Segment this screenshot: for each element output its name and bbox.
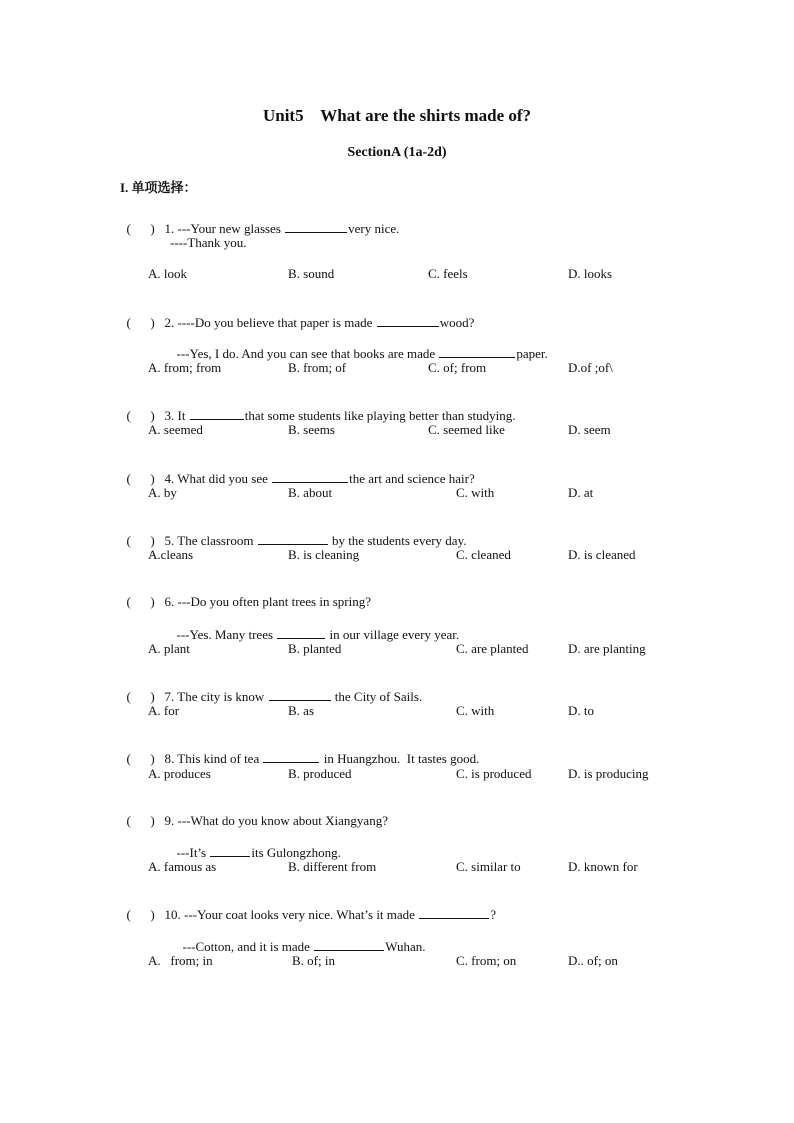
answer-blank[interactable] bbox=[263, 750, 319, 763]
answer-paren[interactable]: ( ) bbox=[126, 813, 155, 828]
question-1 bbox=[120, 204, 399, 237]
answer-paren[interactable]: ( ) bbox=[126, 221, 155, 236]
question-4 bbox=[120, 454, 475, 487]
question-stem-end: ? bbox=[490, 907, 496, 922]
question-8 bbox=[120, 734, 479, 767]
option-d[interactable]: D. seem bbox=[568, 422, 611, 437]
option-a[interactable]: A. seemed bbox=[148, 422, 203, 437]
option-d[interactable]: D. to bbox=[568, 703, 594, 718]
answer-paren[interactable]: ( ) bbox=[126, 907, 155, 922]
option-d[interactable]: D. is producing bbox=[568, 766, 649, 781]
option-a[interactable]: A.cleans bbox=[148, 547, 194, 562]
reply-text: ---Yes, I do. And you can see that books are made bbox=[176, 346, 439, 361]
option-c[interactable]: C. cleaned bbox=[456, 547, 511, 562]
option-d[interactable]: D. is cleaned bbox=[568, 547, 636, 562]
question-stem: 3. It bbox=[164, 408, 189, 423]
question-5 bbox=[120, 516, 466, 549]
question-1-reply: ----Thank you. bbox=[170, 235, 247, 250]
answer-blank[interactable] bbox=[190, 407, 244, 420]
option-a[interactable]: A. famous as bbox=[148, 859, 217, 874]
option-a[interactable]: A. for bbox=[148, 703, 180, 718]
option-c[interactable]: C. are planted bbox=[456, 641, 529, 656]
question-stem-end: the art and science hair? bbox=[349, 471, 475, 486]
answer-blank[interactable] bbox=[377, 314, 439, 327]
page-title: Unit5 What are the shirts made of? bbox=[262, 106, 532, 125]
answer-paren[interactable]: ( ) bbox=[126, 471, 155, 486]
answer-paren[interactable]: ( ) bbox=[126, 751, 155, 766]
option-a[interactable]: A. plant bbox=[148, 641, 190, 656]
question-stem-end: wood? bbox=[439, 315, 475, 330]
question-stem: 7. The city is know bbox=[164, 689, 268, 704]
reply-text: ---Cotton, and it is made bbox=[182, 939, 314, 954]
answer-blank[interactable] bbox=[210, 844, 250, 857]
option-b[interactable]: B. is cleaning bbox=[288, 547, 360, 562]
option-b[interactable]: B. produced bbox=[288, 766, 352, 781]
option-b[interactable]: B. different from bbox=[288, 859, 377, 874]
answer-blank[interactable] bbox=[269, 688, 331, 701]
answer-blank[interactable] bbox=[272, 470, 348, 483]
option-a[interactable]: A. by bbox=[148, 485, 177, 500]
question-stem: 9. ---What do you know about Xiangyang? bbox=[164, 813, 388, 828]
answer-paren[interactable]: ( ) bbox=[126, 315, 155, 330]
question-stem: 8. This kind of tea bbox=[164, 751, 263, 766]
question-10-reply bbox=[176, 922, 425, 955]
option-d[interactable]: D. looks bbox=[568, 266, 613, 281]
reply-text-end: in our village every year. bbox=[326, 627, 460, 642]
answer-paren[interactable]: ( ) bbox=[126, 689, 155, 704]
question-10 bbox=[120, 890, 496, 923]
option-b[interactable]: B. planted bbox=[288, 641, 342, 656]
reply-text: ---It’s bbox=[176, 845, 210, 860]
question-stem-end: by the students every day. bbox=[328, 533, 467, 548]
answer-blank[interactable] bbox=[314, 938, 384, 951]
option-b[interactable]: B. sound bbox=[288, 266, 335, 281]
question-6 bbox=[120, 578, 371, 610]
question-stem: 4. What did you see bbox=[164, 471, 272, 486]
page-subtitle: SectionA (1a-2d) bbox=[347, 145, 447, 160]
question-2 bbox=[120, 298, 474, 331]
reply-text-end: its Gulongzhong. bbox=[251, 845, 341, 860]
question-stem-end: that some students like playing better than studying. bbox=[244, 408, 516, 423]
question-2-reply bbox=[170, 329, 548, 362]
answer-blank[interactable] bbox=[258, 532, 328, 545]
answer-blank[interactable] bbox=[285, 220, 347, 233]
question-stem: 10. ---Your coat looks very nice. What’s it made bbox=[164, 907, 419, 922]
section-heading: I. 单项选择： bbox=[120, 180, 197, 195]
question-3 bbox=[120, 391, 516, 424]
option-d[interactable]: D. known for bbox=[568, 859, 638, 874]
option-c[interactable]: C. of; from bbox=[428, 360, 487, 375]
reply-text: ---Yes. Many trees bbox=[176, 627, 277, 642]
question-7 bbox=[120, 672, 422, 705]
option-a[interactable]: A. from; in bbox=[148, 953, 213, 968]
option-a[interactable]: A. look bbox=[148, 266, 187, 281]
question-stem: 1. ---Your new glasses bbox=[164, 221, 285, 236]
question-9 bbox=[120, 797, 388, 829]
reply-text-end: Wuhan. bbox=[385, 939, 426, 954]
reply-text-end: paper. bbox=[516, 346, 548, 361]
option-d[interactable]: D.. of; on bbox=[568, 953, 618, 968]
question-stem-end: in Huangzhou. It tastes good. bbox=[320, 751, 480, 766]
option-a[interactable]: A. produces bbox=[148, 766, 211, 781]
question-9-reply bbox=[170, 828, 341, 861]
option-d[interactable]: D.of ;of\ bbox=[568, 360, 613, 375]
question-stem-end: the City of Sails. bbox=[331, 689, 423, 704]
question-stem-end: very nice. bbox=[348, 221, 400, 236]
option-c[interactable]: C. with bbox=[456, 485, 495, 500]
answer-blank[interactable] bbox=[277, 626, 325, 639]
question-stem: 2. ----Do you believe that paper is made bbox=[164, 315, 376, 330]
answer-paren[interactable]: ( ) bbox=[126, 533, 155, 548]
option-b[interactable]: B. about bbox=[288, 485, 333, 500]
option-b[interactable]: B. seems bbox=[288, 422, 335, 437]
option-c[interactable]: C. similar to bbox=[456, 859, 521, 874]
option-c[interactable]: C. seemed like bbox=[428, 422, 505, 437]
option-c[interactable]: C. is produced bbox=[456, 766, 532, 781]
answer-paren[interactable]: ( ) bbox=[126, 594, 155, 609]
option-b[interactable]: B. as bbox=[288, 703, 314, 718]
option-c[interactable]: C. with bbox=[456, 703, 495, 718]
question-stem: 6. ---Do you often plant trees in spring? bbox=[164, 594, 372, 609]
option-a[interactable]: A. from; from bbox=[148, 360, 222, 375]
option-c[interactable]: C. feels bbox=[428, 266, 468, 281]
option-c[interactable]: C. from; on bbox=[456, 953, 517, 968]
option-d[interactable]: D. are planting bbox=[568, 641, 646, 656]
answer-blank[interactable] bbox=[419, 906, 489, 919]
option-d[interactable]: D. at bbox=[568, 485, 594, 500]
answer-paren[interactable]: ( ) bbox=[126, 408, 155, 423]
option-b[interactable]: B. of; in bbox=[292, 953, 335, 968]
option-b[interactable]: B. from; of bbox=[288, 360, 347, 375]
question-stem: 5. The classroom bbox=[164, 533, 257, 548]
question-6-reply bbox=[170, 610, 459, 643]
answer-blank[interactable] bbox=[439, 345, 515, 358]
